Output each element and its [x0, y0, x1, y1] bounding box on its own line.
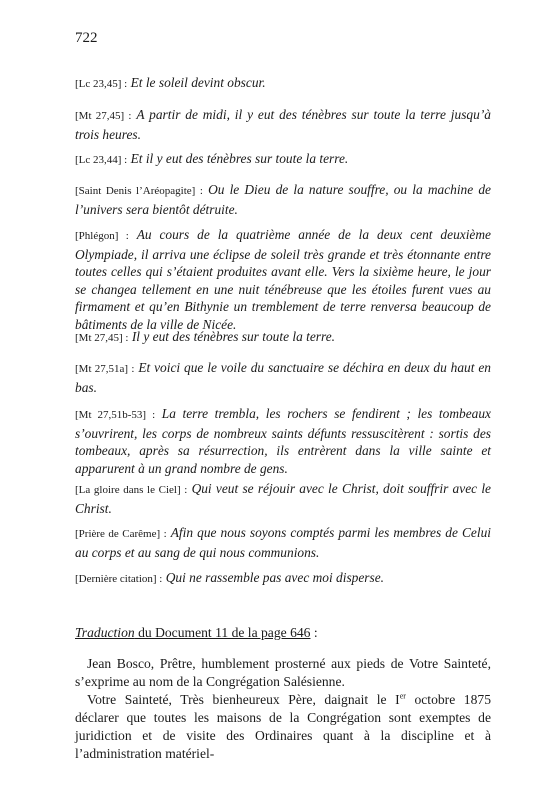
citation-text: A partir de midi, il y eut des ténèbres sur toute la terre jusqu’à trois heures. [75, 107, 491, 142]
citation-text: Et le soleil devint obscur. [130, 75, 266, 90]
citation-ref: [Saint Denis l’Aréopagite] : [75, 185, 203, 197]
citation-text: Au cours de la quatrième année de la deux cent deuxième Olympiade, il arriva une éclipse de soleil très grande et très étonnante entre toutes celles qui s’étaient produites avant elle. Vers la sixième heure, le jour se changea tellement en une nuit ténébreuse que les étoiles furent vues au firmament et qu’en Bithynie un tremblement de terre renversa beaucoup de bâtiments de la ville de Nicée. [75, 227, 491, 332]
citation-text: Il y eut des ténèbres sur toute la terre. [131, 329, 336, 344]
body-paragraph-2 [75, 691, 491, 763]
paragraph-text-cont: octobre 1875 déclarer que toutes les maisons de la Congrégation sont exemptes de juridiction et de visite des Ordinaires quant à la discipline et à l’administration matériel- [75, 692, 491, 761]
citation-ref: [Phlégon] : [75, 230, 129, 242]
citation-ref: [Mt 27,45] : [75, 332, 129, 344]
citation-ref: [Lc 23,45] : [75, 78, 128, 90]
citation-4 [75, 181, 491, 218]
translation-heading [75, 625, 318, 641]
citation-text: Et voici que le voile du sanctuaire se déchira en deux du haut en bas. [75, 360, 491, 395]
body-paragraph-1 [75, 655, 491, 691]
citation-text: Et il y eut des ténèbres sur toute la terre. [130, 151, 349, 166]
heading-middle: du Document 11 de la page 646 [134, 625, 311, 640]
citation-7 [75, 359, 491, 396]
citation-5 [75, 226, 491, 333]
citation-1 [75, 74, 491, 94]
citation-9 [75, 480, 491, 517]
heading-prefix: Traduction [75, 625, 135, 640]
citation-ref: [Mt 27,45] : [75, 110, 132, 122]
citation-11 [75, 569, 491, 589]
citation-ref: [Mt 27,51a] : [75, 363, 135, 375]
citation-2 [75, 106, 491, 143]
citation-3 [75, 150, 491, 170]
citation-10 [75, 524, 491, 561]
citation-ref: [Prière de Carême] : [75, 528, 167, 540]
citation-8 [75, 405, 491, 477]
citation-text: Ou le Dieu de la nature souffre, ou la machine de l’univers sera bientôt détruite. [75, 182, 491, 217]
citation-text: Qui ne rassemble pas avec moi disperse. [165, 570, 385, 585]
paragraph-text: Jean Bosco, Prêtre, humblement prosterné aux pieds de Votre Sainteté, s’exprime au nom de la Congrégation Salésienne. [75, 656, 491, 689]
citation-ref: [La gloire dans le Ciel] : [75, 484, 188, 496]
heading-suffix: : [310, 625, 318, 640]
citation-ref: [Dernière citation] : [75, 573, 163, 585]
citation-text: Qui veut se réjouir avec le Christ, doit souffrir avec le Christ. [75, 481, 491, 516]
citation-ref: [Mt 27,51b-53] : [75, 409, 156, 421]
citation-text: La terre trembla, les rochers se fendirent ; les tombeaux s’ouvrirent, les corps de nombreux saints défunts ressuscitèrent : sortis des tombeaux, après sa résurrection, ils entrèrent dans la ville sainte et apparurent à un grand nombre de gens. [75, 406, 491, 476]
citation-ref: [Lc 23,44] : [75, 154, 128, 166]
paragraph-text: Votre Sainteté, Très bienheureux Père, daignait le I [87, 692, 400, 707]
citation-text: Afin que nous soyons comptés parmi les membres de Celui au corps et au sang de qui nous communions. [75, 525, 491, 560]
page-number: 722 [75, 30, 98, 46]
ordinal-superscript: er [399, 691, 406, 701]
citation-6 [75, 328, 491, 348]
